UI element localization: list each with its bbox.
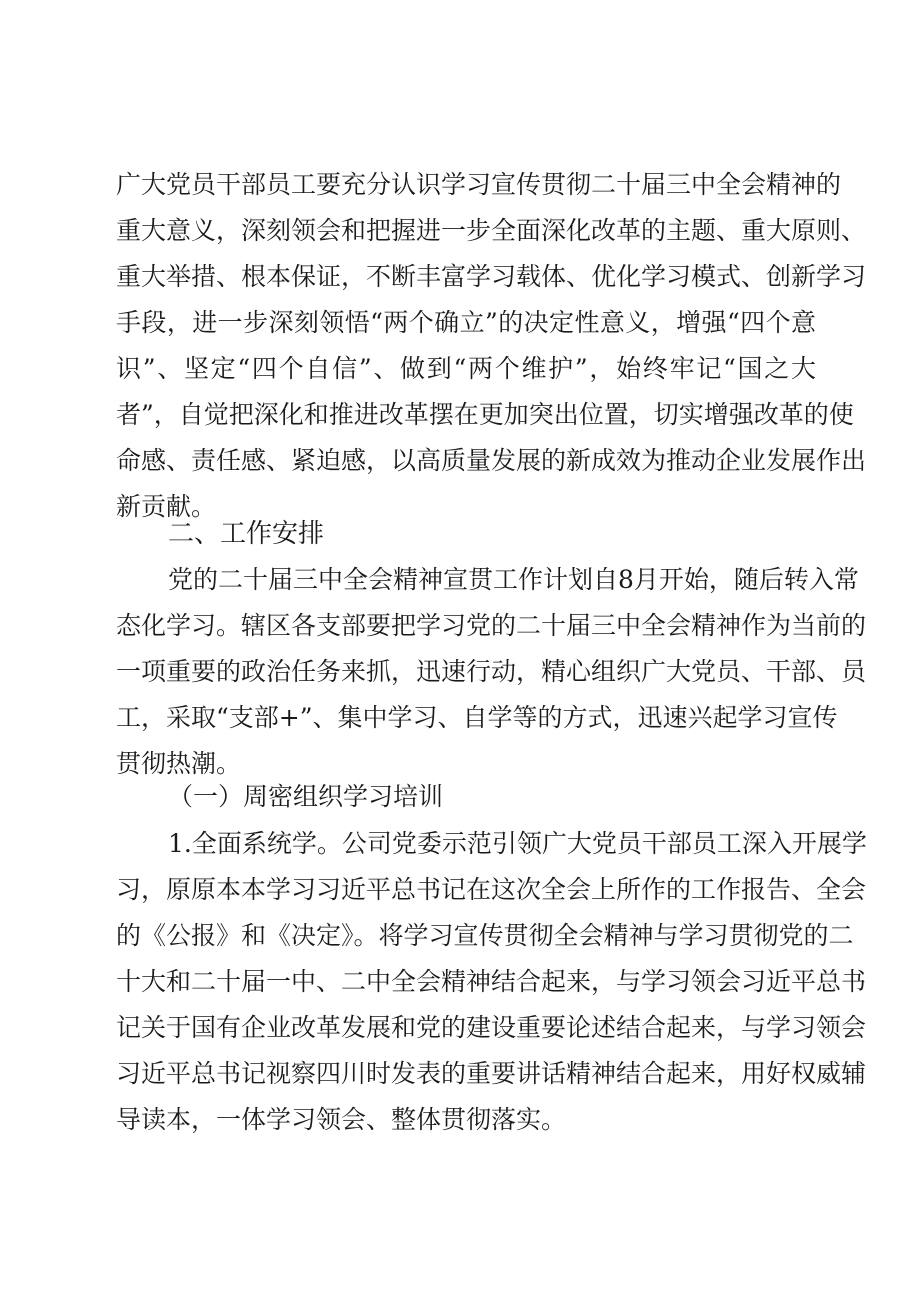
paragraph-line: 党的二十届三中全会精神宣贯工作计划自8月开始，随后转入常 [168, 565, 859, 594]
paragraph-line: 新贡献。 [116, 492, 217, 521]
paragraph-line: 手段，进一步深刻领悟“两个确立”的决定性意义，增强“四个意 [116, 308, 816, 337]
paragraph-line: 习近平总书记视察四川时发表的重要讲话精神结合起来，用好权威辅 [116, 1059, 867, 1088]
paragraph-line: 者”，自觉把深化和推进改革摆在更加突出位置，切实增强改革的使 [116, 400, 854, 429]
paragraph-line: 的《公报》和《决定》。将学习宣传贯彻全会精神与学习贯彻党的二 [116, 921, 854, 950]
paragraph-line: 贯彻热潮。 [116, 749, 242, 778]
paragraph-line: 命感、责任感、紧迫感，以高质量发展的新成效为推动企业发展作出 [116, 446, 867, 475]
paragraph-line: 1.全面系统学。公司党委示范引领广大党员干部员工深入开展学 [168, 829, 867, 858]
section-heading: 二、工作安排 [168, 519, 325, 549]
paragraph-line: 记关于国有企业改革发展和党的建设重要论述结合起来，与学习领会 [116, 1013, 867, 1042]
paragraph-line: 重大举措、根本保证，不断丰富学习载体、优化学习模式、创新学习 [116, 262, 867, 291]
paragraph-line: 重大意义，深刻领会和把握进一步全面深化改革的主题、重大原则、 [116, 216, 867, 245]
paragraph-line: 广大党员干部员工要充分认识学习宣传贯彻二十届三中全会精神的 [116, 170, 842, 199]
paragraph-line: 十大和二十届一中、二中全会精神结合起来，与学习领会习近平总书 [116, 967, 867, 996]
paragraph-line: 识”、坚定“四个自信”、做到“两个维护”，始终牢记“国之大 [116, 354, 816, 383]
paragraph-line: 工，采取“支部+”、集中学习、自学等的方式，迅速兴起学习宣传 [116, 703, 838, 732]
paragraph-line: 态化学习。辖区各支部要把学习党的二十届三中全会精神作为当前的 [116, 611, 867, 640]
paragraph-line: 一项重要的政治任务来抓，迅速行动，精心组织广大党员、干部、员 [116, 657, 867, 686]
paragraph-line: 习，原原本本学习习近平总书记在这次全会上所作的工作报告、全会 [116, 875, 867, 904]
subsection-heading: （一）周密组织学习培训 [168, 782, 444, 811]
paragraph-line: 导读本，一体学习领会、整体贯彻落实。 [116, 1105, 567, 1134]
